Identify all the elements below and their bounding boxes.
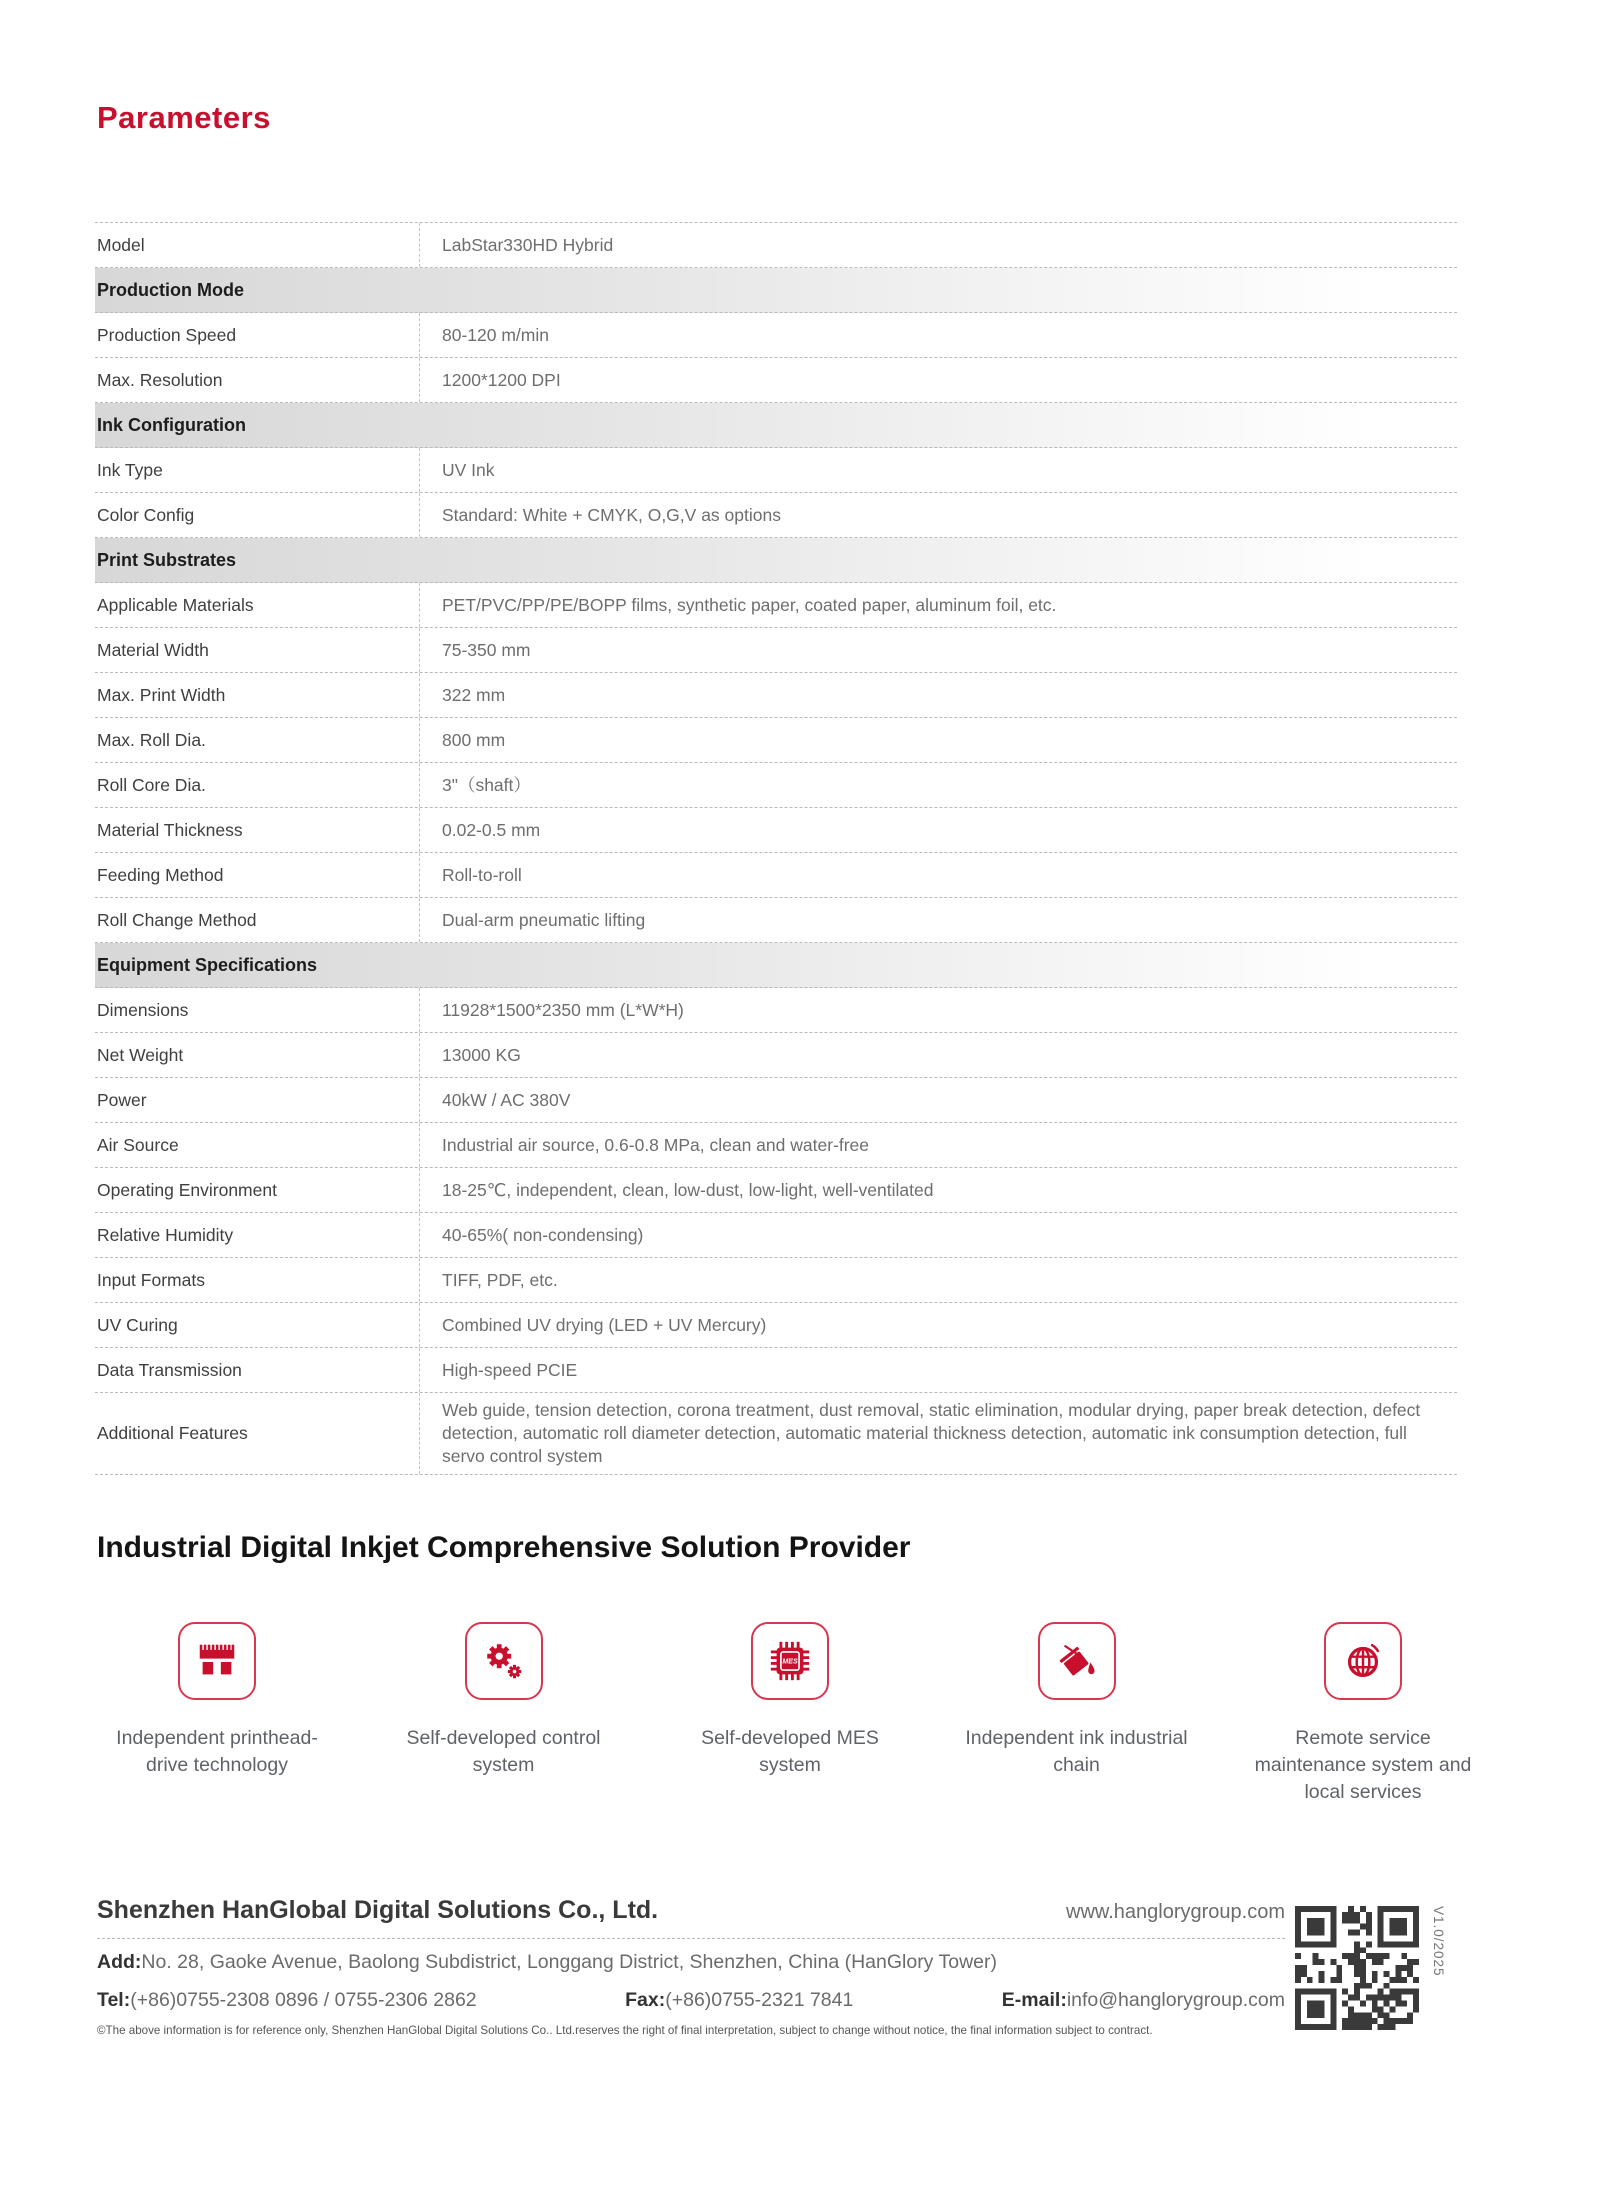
contact-line (97, 1989, 1285, 2012)
section-label: Print Substrates (97, 549, 237, 570)
row-label: UV Curing (97, 1314, 178, 1335)
table-row (95, 1393, 1457, 1475)
gears-icon (465, 1622, 543, 1700)
table-row (95, 313, 1457, 358)
row-value: Dual-arm pneumatic lifting (419, 898, 1457, 942)
row-value: TIFF, PDF, etc. (419, 1258, 1457, 1302)
table-section-header (95, 403, 1457, 448)
row-value: Industrial air source, 0.6-0.8 MPa, clean and water-free (419, 1123, 1457, 1167)
email-value: info@hanglorygroup.com (1066, 1989, 1285, 2011)
row-label: Applicable Materials (97, 594, 254, 615)
row-label: Power (97, 1089, 147, 1110)
row-value: Combined UV drying (LED + UV Mercury) (419, 1303, 1457, 1347)
table-row (95, 1033, 1457, 1078)
row-label: Max. Resolution (97, 369, 223, 390)
table-row (95, 808, 1457, 853)
table-section-header (95, 943, 1457, 988)
table-row (95, 1213, 1457, 1258)
row-value: 13000 KG (419, 1033, 1457, 1077)
row-value: Web guide, tension detection, corona treatment, dust removal, static elimination, modular drying, paper break detection, defect detection, automatic roll diameter detection, automatic material thickness detection, automatic ink consumption detection, full servo control system (419, 1393, 1457, 1474)
ink-bucket-icon (1038, 1622, 1116, 1700)
table-row (95, 1078, 1457, 1123)
globe-icon (1324, 1622, 1402, 1700)
email-entry (1002, 1989, 1285, 2012)
row-value: LabStar330HD Hybrid (419, 223, 1457, 267)
row-value: PET/PVC/PP/PE/BOPP films, synthetic paper, coated paper, aluminum foil, etc. (419, 583, 1457, 627)
table-row (95, 718, 1457, 763)
table-row (95, 1258, 1457, 1303)
website-url: www.hanglorygroup.com (1066, 1901, 1285, 1923)
feature-label: Independent printhead-drive technology (116, 1727, 318, 1776)
table-row (95, 583, 1457, 628)
row-label: Max. Roll Dia. (97, 729, 206, 750)
feature-item (957, 1622, 1197, 1806)
row-value: 75-350 mm (419, 628, 1457, 672)
row-label: Production Speed (97, 324, 237, 345)
row-value: 3"（shaft） (419, 763, 1457, 807)
table-row (95, 448, 1457, 493)
table-row (95, 223, 1457, 268)
row-label: Operating Environment (97, 1179, 277, 1200)
fax-value: (+86)0755-2321 7841 (665, 1989, 854, 2011)
row-label: Material Thickness (97, 819, 243, 840)
row-label: Dimensions (97, 999, 189, 1020)
row-label: Roll Core Dia. (97, 774, 206, 795)
row-value: 11928*1500*2350 mm (L*W*H) (419, 988, 1457, 1032)
table-row (95, 673, 1457, 718)
row-label: Material Width (97, 639, 209, 660)
table-row (95, 1168, 1457, 1213)
row-value: 0.02-0.5 mm (419, 808, 1457, 852)
table-row (95, 988, 1457, 1033)
row-value: Roll-to-roll (419, 853, 1457, 897)
mes-chip-text: MES (782, 1657, 798, 1666)
row-label: Model (97, 234, 145, 255)
table-row (95, 1303, 1457, 1348)
row-label: Roll Change Method (97, 909, 257, 930)
solution-heading: Industrial Digital Inkjet Comprehensive Solution Provider (97, 1531, 911, 1564)
mes-chip-icon (751, 1622, 829, 1700)
row-label: Input Formats (97, 1269, 205, 1290)
address-value: No. 28, Gaoke Avenue, Baolong Subdistrict, Longgang District, Shenzhen, China (HanGlory Tower) (141, 1951, 998, 1973)
row-label: Relative Humidity (97, 1224, 234, 1245)
tel-label: Tel: (97, 1989, 131, 2011)
row-label: Data Transmission (97, 1359, 242, 1380)
company-name: Shenzhen HanGlobal Digital Solutions Co., Ltd. (97, 1896, 659, 1924)
row-value: High-speed PCIE (419, 1348, 1457, 1392)
address-line (97, 1951, 1285, 1974)
qr-code (1295, 1906, 1419, 2030)
row-value: UV Ink (419, 448, 1457, 492)
table-row (95, 763, 1457, 808)
table-row (95, 1348, 1457, 1393)
printhead-icon (178, 1622, 256, 1700)
table-section-header (95, 268, 1457, 313)
page-title: Parameters (97, 100, 271, 135)
version-tag: V1.0/2025 (1431, 1906, 1446, 1977)
email-label: E-mail: (1001, 1989, 1067, 2011)
row-value: 40-65%( non-condensing) (419, 1213, 1457, 1257)
feature-label: Remote service maintenance system and local services (1254, 1727, 1472, 1803)
table-row (95, 1123, 1457, 1168)
row-label: Feeding Method (97, 864, 224, 885)
tel-value: (+86)0755-2308 0896 / 0755-2306 2862 (130, 1989, 477, 2011)
feature-item (670, 1622, 910, 1806)
features-row (97, 1622, 1483, 1806)
row-value: 80-120 m/min (419, 313, 1457, 357)
table-row (95, 493, 1457, 538)
row-label: Max. Print Width (97, 684, 226, 705)
table-row (95, 898, 1457, 943)
row-value: 18-25℃, independent, clean, low-dust, low-light, well-ventilated (419, 1168, 1457, 1212)
row-label: Additional Features (97, 1423, 248, 1443)
row-value: 322 mm (419, 673, 1457, 717)
row-label: Net Weight (97, 1044, 184, 1065)
tel-entry (97, 1989, 477, 2012)
row-value: 1200*1200 DPI (419, 358, 1457, 402)
row-value: 800 mm (419, 718, 1457, 762)
fax-entry (625, 1989, 853, 2012)
feature-label: Self-developed MES system (701, 1727, 879, 1776)
feature-item (1243, 1622, 1483, 1806)
table-row (95, 358, 1457, 403)
section-label: Production Mode (97, 279, 244, 300)
fax-label: Fax: (625, 1989, 666, 2011)
row-label: Color Config (97, 504, 195, 525)
section-label: Equipment Specifications (97, 954, 318, 975)
table-row (95, 853, 1457, 898)
parameters-table (95, 222, 1457, 1475)
row-label: Air Source (97, 1134, 179, 1155)
feature-item (97, 1622, 337, 1806)
address-label: Add: (97, 1951, 142, 1973)
table-row (95, 628, 1457, 673)
footer (97, 1890, 1489, 2037)
section-label: Ink Configuration (97, 414, 246, 435)
copyright-line: ©The above information is for reference only, Shenzhen HanGlobal Digital Solutions Co.. Ltd.reserves the right of final interpretation, subject to change without notice, the final information subject to contract. (97, 2024, 1153, 2037)
row-label: Ink Type (97, 459, 163, 480)
table-section-header (95, 538, 1457, 583)
feature-item (384, 1622, 624, 1806)
row-value: Standard: White + CMYK, O,G,V as options (419, 493, 1457, 537)
feature-label: Independent ink industrial chain (965, 1727, 1188, 1776)
row-value: 40kW / AC 380V (419, 1078, 1457, 1122)
feature-label: Self-developed control system (406, 1727, 601, 1776)
